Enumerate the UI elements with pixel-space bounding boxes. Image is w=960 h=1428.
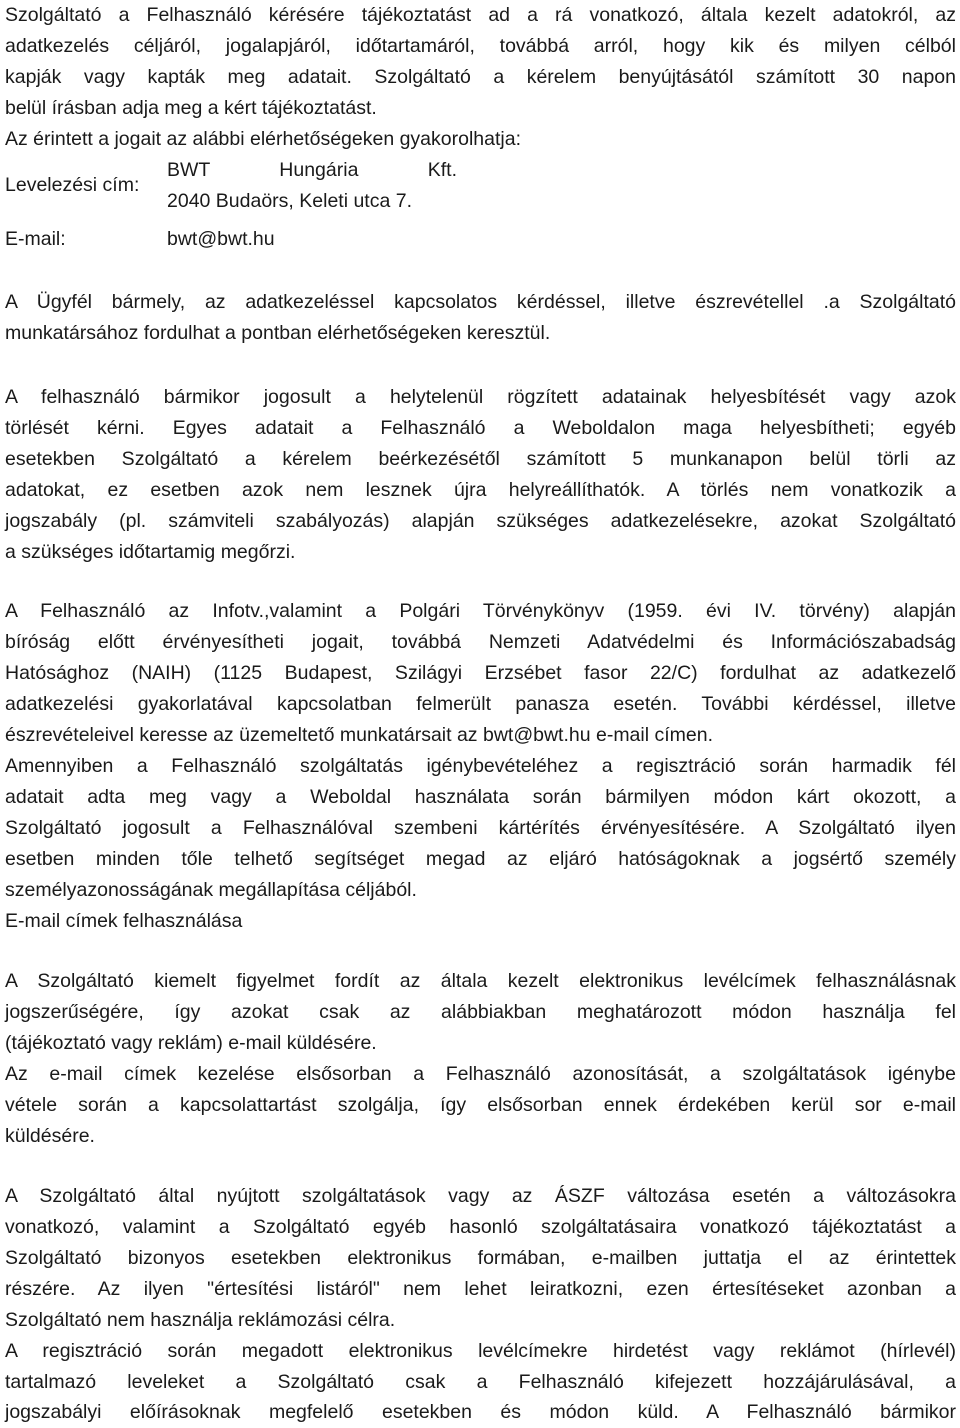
remedies-line: A Felhasználó az Infotv.,valamint a Polgári Törvénykönyv (1959. évi IV. törvény) alapján	[5, 600, 956, 622]
rights-line: Az érintett a jogait az alábbi elérhetőségeken gyakorolhatja:	[5, 128, 521, 150]
postal-address: 2040 Budaörs, Keleti utca 7.	[167, 190, 412, 212]
intro-line: Szolgáltató a Felhasználó kérésére tájékoztatást ad a rá vonatkozó, általa kezelt adatokról, az	[5, 4, 956, 26]
intro-line: adatkezelés céljáról, jogalapjáról, időtartamáról, továbbá arról, hogy kik és milyen célból	[5, 35, 956, 57]
email-usage-line: küldésére.	[5, 1125, 95, 1147]
remedies-line: Amennyiben a Felhasználó szolgáltatás igénybevételéhez a regisztráció során harmadik fél	[5, 755, 956, 777]
notifications-line: A regisztráció során megadott elektronikus levélcímekre hirdetést vagy reklámot (hírlevél)	[5, 1340, 956, 1362]
notifications-line: A Szolgáltató által nyújtott szolgáltatások vagy az ÁSZF változása esetén a változásokra	[5, 1185, 956, 1207]
contact-email: bwt@bwt.hu	[167, 228, 275, 250]
notifications-line: jogszabályi előírásoknak megfelelő esetekben és módon küld. A Felhasználó bármikor	[5, 1401, 956, 1423]
notifications-line: Szolgáltató bizonyos esetekben elektronikus formában, e-mailben juttatja el az érintettek	[5, 1247, 956, 1269]
correction-line: jogszabály (pl. számviteli szabályozás) alapján szükséges adatkezelésekre, azokat Szolgáltató	[5, 510, 956, 532]
notifications-line: részére. Az ilyen "értesítési listáról" nem lehet leiratkozni, ezen értesítéseket azonban a	[5, 1278, 956, 1300]
notifications-line: tartalmazó leveleket a Szolgáltató csak a Felhasználó kifejezett hozzájárulásával, a	[5, 1371, 956, 1393]
email-usage-line: jogszerűségére, így azokat csak az alábbiakban meghatározott módon használja fel	[5, 1001, 956, 1023]
remedies-line: észrevételeivel keresse az üzemeltető munkatársait az bwt@bwt.hu e-mail címen.	[5, 724, 714, 746]
inquiry-line: munkatársához fordulhat a pontban elérhetőségeken keresztül.	[5, 322, 551, 344]
remedies-line: Szolgáltató jogosult a Felhasználóval szembeni kártérítés érvényesítésére. A Szolgáltató ilyen	[5, 817, 956, 839]
correction-line: a szükséges időtartamig megőrzi.	[5, 541, 296, 563]
correction-line: esetekben Szolgáltató a kérelem beérkezésétől számított 5 munkanapon belül törli az	[5, 448, 956, 470]
remedies-line: személyazonosságának megállapítása céljából.	[5, 879, 417, 901]
notifications-line: Szolgáltató nem használja reklámozási célra.	[5, 1309, 396, 1331]
inquiry-line: A Ügyfél bármely, az adatkezeléssel kapcsolatos kérdéssel, illetve észrevétellel .a Szolgáltató	[5, 291, 956, 313]
intro-line: belül írásban adja meg a kért tájékoztatást.	[5, 97, 377, 119]
email-usage-line: A Szolgáltató kiemelt figyelmet fordít az általa kezelt elektronikus levélcímek felhasználásnak	[5, 970, 956, 992]
remedies-line: Hatósághoz (NAIH) (1125 Budapest, Szilágyi Erzsébet fasor 22/C) fordulhat az adatkezelő	[5, 662, 956, 684]
correction-line: törlését kérni. Egyes adatait a Felhasználó a Weboldalon maga helyesbítheti; egyéb	[5, 417, 956, 439]
postal-address-label: Levelezési cím:	[5, 174, 140, 196]
email-usage-line: vétele során a kapcsolattartást szolgálja, így elsősorban ennek érdekében kerül sor e-mail	[5, 1094, 956, 1116]
remedies-line: bíróság előtt érvényesítheti jogait, továbbá Nemzeti Adatvédelmi és Információszabadság	[5, 631, 956, 653]
remedies-line: adatait adta meg vagy a Weboldal használata során bármilyen módon kárt okozott, a	[5, 786, 956, 808]
notifications-line: vonatkozó, valamint a Szolgáltató egyéb hasonló szolgáltatásaira vonatkozó tájékoztatást a	[5, 1216, 956, 1238]
email-label: E-mail:	[5, 228, 66, 250]
email-usage-line: (tájékoztató vagy reklám) e-mail küldésére.	[5, 1032, 377, 1054]
section-heading-email-usage: E-mail címek felhasználása	[5, 910, 243, 932]
intro-line: kapják vagy kapták meg adatait. Szolgáltató a kérelem benyújtásától számított 30 napon	[5, 66, 956, 88]
correction-line: A felhasználó bármikor jogosult a helytelenül rögzített adatainak helyesbítését vagy azok	[5, 386, 956, 408]
company-name: BWT Hungária Kft.	[167, 159, 457, 181]
remedies-line: esetben minden tőle telhető segítséget megad az eljáró hatóságoknak a jogsértő személy	[5, 848, 956, 870]
email-usage-line: Az e-mail címek kezelése elsősorban a Felhasználó azonosítását, a szolgáltatások igénybe	[5, 1063, 956, 1085]
correction-line: adatokat, ez esetben azok nem lesznek újra helyreállíthatók. A törlés nem vonatkozik a	[5, 479, 956, 501]
remedies-line: adatkezelési gyakorlatával kapcsolatban felmerült panasza esetén. További kérdéssel, illetve	[5, 693, 956, 715]
